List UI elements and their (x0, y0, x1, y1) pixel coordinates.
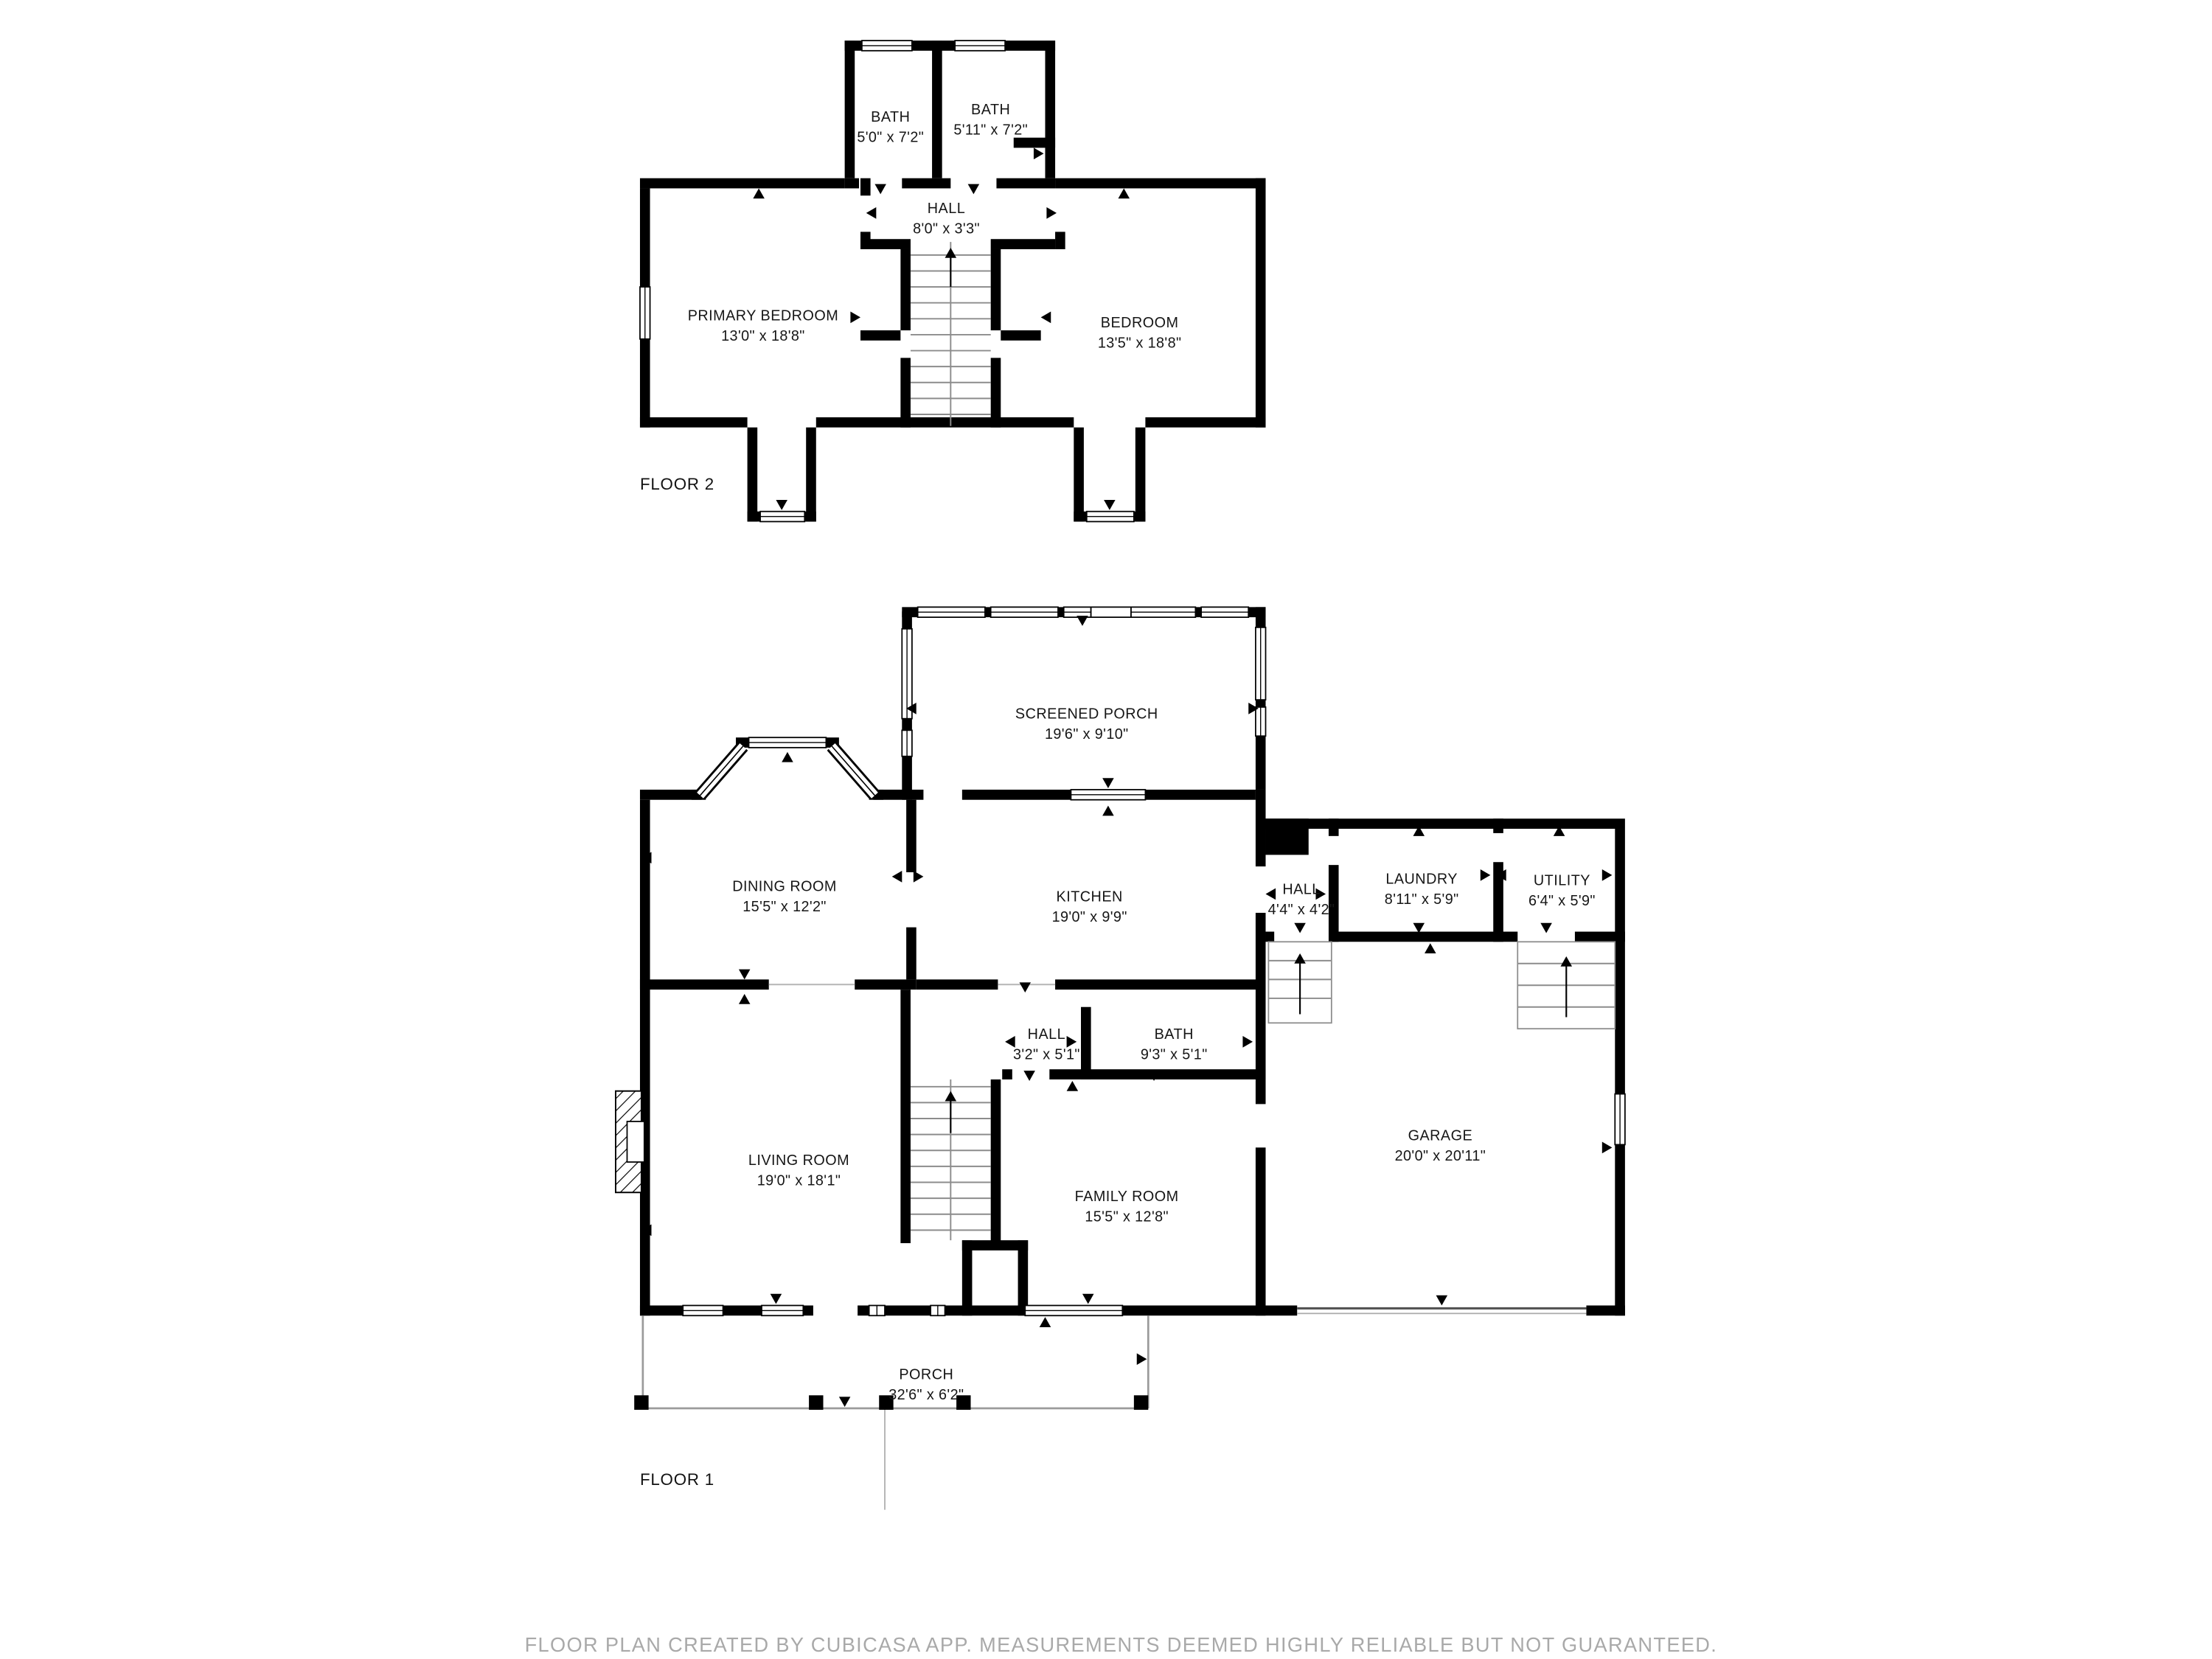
footer-disclaimer: FLOOR PLAN CREATED BY CUBICASA APP. MEASUREMENTS DEEMED HIGHLY RELIABLE BUT NOT GUARANTEED. (524, 1633, 1718, 1657)
floor1-label: FLOOR 1 (639, 1470, 714, 1489)
floor2-plan (640, 41, 1266, 521)
room-label-screened-porch: SCREENED PORCH (1015, 706, 1158, 723)
room-label-living-room: LIVING ROOM (748, 1152, 850, 1169)
room-dims-bedroom: 13'5" x 18'8" (1097, 335, 1182, 352)
room-dims-bath-1f: 9'3" x 5'1" (1140, 1046, 1208, 1063)
chimney (616, 1091, 644, 1193)
room-label-hall-garage: HALL (1282, 881, 1321, 898)
room-label-bedroom: BEDROOM (1100, 315, 1179, 332)
room-dims-bath2f-left: 5'0" x 7'2" (857, 129, 925, 146)
room-dims-family-room: 15'5" x 12'8" (1085, 1208, 1169, 1225)
room-label-bath2f-left: BATH (871, 108, 911, 126)
garage-door (1297, 1308, 1586, 1313)
room-label-hall2f: HALL (927, 200, 966, 217)
room-label-porch: PORCH (899, 1366, 954, 1383)
room-dims-dining-room: 15'5" x 12'2" (742, 898, 827, 916)
room-dims-garage: 20'0" x 20'11" (1394, 1147, 1486, 1165)
floor2-label: FLOOR 2 (639, 475, 714, 494)
room-label-kitchen: KITCHEN (1056, 888, 1123, 905)
room-dims-hall2f: 8'0" x 3'3" (913, 220, 980, 237)
room-dims-laundry: 8'11" x 5'9" (1384, 891, 1459, 908)
floor1-room-labels (732, 706, 1596, 1404)
room-label-garage: GARAGE (1408, 1127, 1473, 1144)
room-dims-bath2f-right: 5'11" x 7'2" (953, 122, 1029, 139)
bay-window (700, 737, 875, 796)
floor2-walls (640, 41, 1266, 521)
floor1-plan (616, 607, 1625, 1509)
room-label-primary-bedroom: PRIMARY BEDROOM (687, 307, 839, 324)
utility-stairs (1517, 942, 1615, 1029)
floor2-stairs (911, 242, 991, 426)
floor1-stairs (911, 1079, 991, 1240)
room-label-utility: UTILITY (1533, 872, 1590, 889)
room-dims-porch: 32'6" x 6'2" (888, 1387, 964, 1404)
room-dims-kitchen: 19'0" x 9'9" (1051, 908, 1127, 925)
room-label-hall-1f: HALL (1027, 1026, 1066, 1043)
room-label-family-room: FAMILY ROOM (1074, 1188, 1179, 1206)
room-dims-screened-porch: 19'6" x 9'10" (1044, 726, 1129, 743)
room-dims-utility: 6'4" x 5'9" (1528, 893, 1596, 910)
room-label-laundry: LAUNDRY (1385, 871, 1458, 888)
room-dims-hall-garage: 4'4" x 4'2" (1267, 901, 1335, 918)
room-label-bath-1f: BATH (1154, 1026, 1194, 1043)
room-label-dining-room: DINING ROOM (732, 878, 837, 895)
garage-hall-stairs (1268, 942, 1331, 1023)
room-dims-primary-bedroom: 13'0" x 18'8" (721, 327, 805, 344)
room-dims-living-room: 19'0" x 18'1" (757, 1172, 841, 1189)
room-label-bath2f-right: BATH (971, 102, 1011, 119)
room-dims-hall-1f: 3'2" x 5'1" (1013, 1046, 1080, 1063)
